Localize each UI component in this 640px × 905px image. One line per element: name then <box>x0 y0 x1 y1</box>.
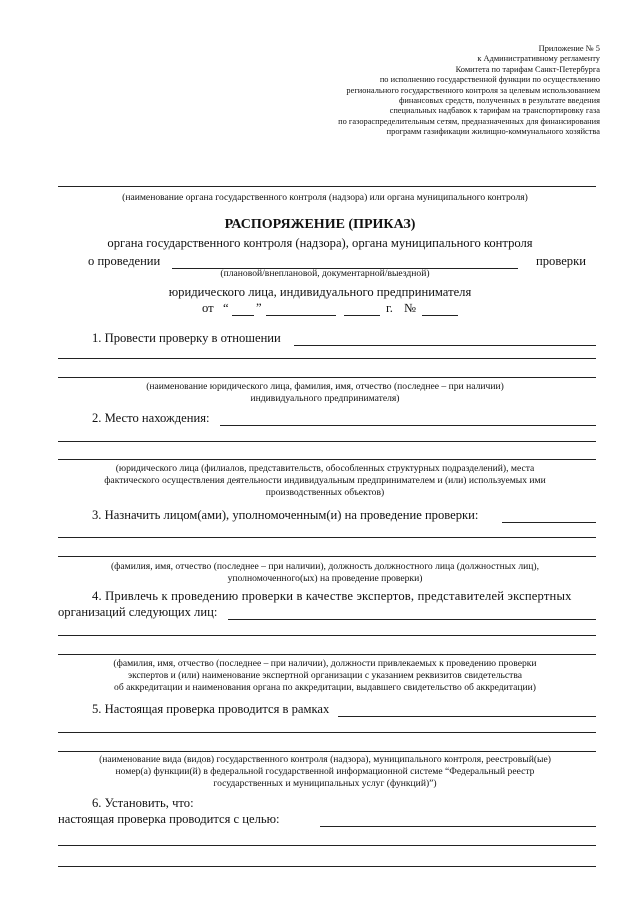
item3-caption: (фамилия, имя, отчество (последнее – при наличии), должность должностного лица (должностных лиц), <box>110 561 540 572</box>
date-year-label: г. <box>386 301 393 315</box>
entity-line: юридического лица, индивидуального предпринимателя <box>168 285 472 299</box>
document-title: РАСПОРЯЖЕНИЕ (ПРИКАЗ) <box>224 217 416 232</box>
item1-caption: индивидуального предпринимателя) <box>250 393 400 404</box>
date-quote-close: ” <box>256 301 262 315</box>
item5-field[interactable] <box>338 716 596 717</box>
item5-caption: (наименование вида (видов) государственного контроля (надзора), муниципального контроля, реестровый(ые) <box>99 754 551 765</box>
item5-field-line[interactable] <box>58 732 596 733</box>
item5-field-line[interactable] <box>58 751 596 752</box>
item2-label: 2. Место нахождения: <box>92 411 210 425</box>
date-from-label: от <box>202 301 214 315</box>
number-sign: № <box>404 301 417 315</box>
header-line: финансовых средств, полученных в результате введения <box>398 96 600 106</box>
date-month-field[interactable] <box>266 315 336 316</box>
order-number-field[interactable] <box>422 315 458 316</box>
item4-caption: экспертов и (или) наименование экспертной организации с указанием реквизитов свидетельства <box>128 670 522 681</box>
date-quote-open: “ <box>223 301 229 315</box>
item1-field-line[interactable] <box>58 377 596 378</box>
item4-field-line[interactable] <box>58 654 596 655</box>
item2-caption: производственных объектов) <box>265 487 385 498</box>
item5-label: 5. Настоящая проверка проводится в рамках <box>92 702 330 716</box>
item5-caption: номер(а) функции(й) в федеральной государственной информационной системе “Федеральный реестр <box>115 766 535 777</box>
about-suffix: проверки <box>536 254 586 268</box>
check-type-caption: (плановой/внеплановой, документарной/выездной) <box>220 268 430 279</box>
item4-label: 4. Привлечь к проведению проверки в качестве экспертов, представителей экспертных <box>92 589 572 603</box>
appendix-header <box>270 44 600 138</box>
item4-field-line[interactable] <box>58 635 596 636</box>
item3-field[interactable] <box>502 522 596 523</box>
date-year-field[interactable] <box>344 315 380 316</box>
item5-caption: государственных и муниципальных услуг (функций)”) <box>213 778 437 789</box>
header-line: программ газификации жилищно-коммунального хозяйства <box>386 127 600 137</box>
org-name-caption: (наименование органа государственного контроля (надзора) или органа муниципального контроля) <box>122 192 528 203</box>
item6-sub-label: настоящая проверка проводится с целью: <box>58 812 280 826</box>
item3-field-line[interactable] <box>58 537 596 538</box>
header-line: по газораспределительным сетям, предназначенных для финансирования <box>338 116 600 126</box>
item4-caption: об аккредитации и наименования органа по аккредитации, выдавшего свидетельство об аккредитации) <box>114 682 536 693</box>
item3-field-line[interactable] <box>58 556 596 557</box>
header-line: регионального государственного контроля за целевым использованием <box>346 85 600 95</box>
about-prefix: о проведении <box>88 254 161 268</box>
date-day-field[interactable] <box>232 315 254 316</box>
item6-label: 6. Установить, что: <box>92 796 194 810</box>
header-line: Приложение № 5 <box>538 44 600 53</box>
header-line: к Административному регламенту <box>477 54 600 64</box>
header-line: по исполнению государственной функции по осуществлению <box>379 75 600 85</box>
item6-field[interactable] <box>320 826 596 827</box>
header-line: Комитета по тарифам Санкт-Петербурга <box>455 64 600 74</box>
header-line: специальных надбавок к тарифам на транспортировку газа <box>389 106 600 116</box>
item3-caption: уполномоченного(ых) на проведение проверки) <box>227 573 423 584</box>
item6-field-line[interactable] <box>58 866 596 867</box>
item2-field-line[interactable] <box>58 459 596 460</box>
item1-field-line[interactable] <box>58 358 596 359</box>
item1-field[interactable] <box>294 345 596 346</box>
item1-label: 1. Провести проверку в отношении <box>92 331 281 345</box>
item2-field[interactable] <box>220 425 596 426</box>
item4-caption: (фамилия, имя, отчество (последнее – при наличии), должности привлекаемых к проведению проверки <box>113 658 537 669</box>
item4-label: организаций следующих лиц: <box>58 605 218 619</box>
item2-caption: фактического осуществления деятельности индивидуальным предпринимателем и (или) используемых ими <box>104 475 546 486</box>
org-name-line[interactable] <box>58 186 596 187</box>
document-subtitle: органа государственного контроля (надзора), органа муниципального контроля <box>107 236 533 250</box>
item2-field-line[interactable] <box>58 441 596 442</box>
item6-field-line[interactable] <box>58 845 596 846</box>
item2-caption: (юридического лица (филиалов, представительств, обособленных структурных подразделений), места <box>115 463 535 474</box>
item4-field[interactable] <box>228 619 596 620</box>
item1-caption: (наименование юридического лица, фамилия, имя, отчество (последнее – при наличии) <box>146 381 504 392</box>
item3-label: 3. Назначить лицом(ами), уполномоченным(и) на проведение проверки: <box>92 508 479 522</box>
